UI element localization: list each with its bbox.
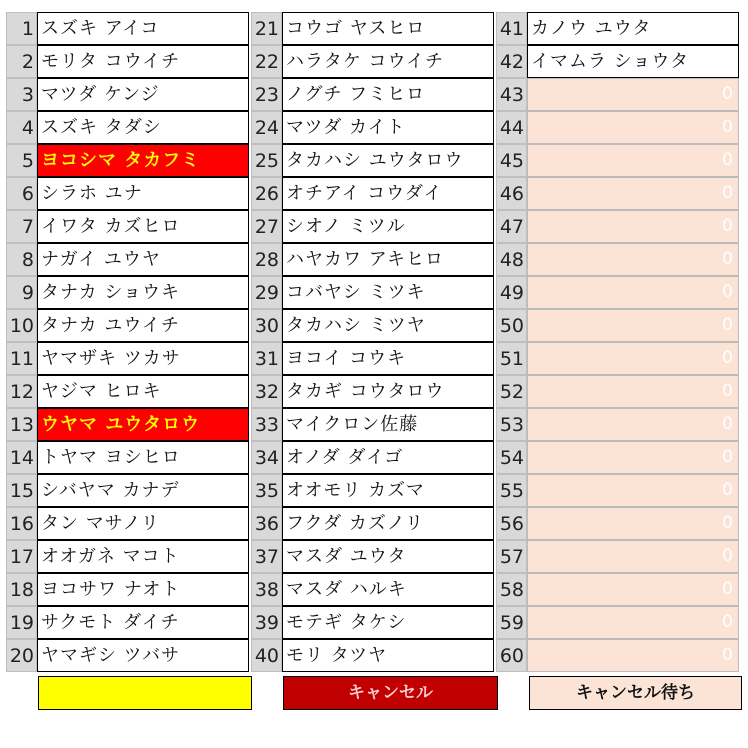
table-row [6, 276, 249, 309]
empty-slot[interactable]: 0 [527, 144, 739, 177]
table-row [496, 540, 739, 573]
row-number: 6 [6, 177, 37, 210]
participant-name[interactable]: オノダ ダイゴ [282, 441, 494, 474]
table-row [6, 12, 249, 45]
row-number: 18 [6, 573, 37, 606]
empty-slot[interactable]: 0 [527, 639, 739, 672]
row-number: 34 [251, 441, 282, 474]
row-number: 28 [251, 243, 282, 276]
table-row [496, 342, 739, 375]
row-number: 44 [496, 111, 527, 144]
table-row [496, 276, 739, 309]
table-row [6, 507, 249, 540]
empty-slot[interactable]: 0 [527, 111, 739, 144]
empty-slot[interactable]: 0 [527, 441, 739, 474]
table-row [251, 45, 494, 78]
participant-name[interactable]: ノグチ フミヒロ [282, 78, 494, 111]
row-number: 55 [496, 474, 527, 507]
empty-slot[interactable]: 0 [527, 507, 739, 540]
table-row [496, 408, 739, 441]
table-row [251, 375, 494, 408]
row-number: 45 [496, 144, 527, 177]
table-row [251, 309, 494, 342]
table-row [251, 573, 494, 606]
participant-name[interactable]: ハラタケ コウイチ [282, 45, 494, 78]
row-number: 5 [6, 144, 37, 177]
table-row [496, 12, 739, 45]
table-row [251, 342, 494, 375]
empty-slot[interactable]: 0 [527, 342, 739, 375]
row-number: 38 [251, 573, 282, 606]
participant-name[interactable]: ヤマザキ ツカサ [37, 342, 249, 375]
participant-name[interactable]: シオノ ミツル [282, 210, 494, 243]
empty-slot[interactable]: 0 [527, 606, 739, 639]
participant-name[interactable]: ヤマギシ ツバサ [37, 639, 249, 672]
row-number: 48 [496, 243, 527, 276]
row-number: 3 [6, 78, 37, 111]
table-row [251, 276, 494, 309]
participant-name[interactable]: ハヤカワ アキヒロ [282, 243, 494, 276]
row-number: 26 [251, 177, 282, 210]
table-row [251, 441, 494, 474]
participant-name[interactable]: オチアイ コウダイ [282, 177, 494, 210]
participant-name[interactable]: タカギ コウタロウ [282, 375, 494, 408]
table-row [251, 12, 494, 45]
participant-name[interactable]: イワタ カズヒロ [37, 210, 249, 243]
table-row [6, 45, 249, 78]
participant-name[interactable]: ウヤマ ユウタロウ [37, 408, 249, 441]
row-number: 53 [496, 408, 527, 441]
table-row [251, 474, 494, 507]
participant-name[interactable]: マスダ ハルキ [282, 573, 494, 606]
table-row [496, 573, 739, 606]
row-number: 36 [251, 507, 282, 540]
participant-name[interactable]: シラホ ユナ [37, 177, 249, 210]
table-row [6, 639, 249, 672]
row-number: 59 [496, 606, 527, 639]
empty-slot[interactable]: 0 [527, 309, 739, 342]
row-number: 16 [6, 507, 37, 540]
row-number: 51 [496, 342, 527, 375]
participant-name[interactable]: タナカ ショウキ [37, 276, 249, 309]
row-number: 35 [251, 474, 282, 507]
participant-name[interactable]: マスダ ユウタ [282, 540, 494, 573]
participant-name[interactable]: シバヤマ カナデ [37, 474, 249, 507]
empty-slot[interactable]: 0 [527, 408, 739, 441]
row-number: 23 [251, 78, 282, 111]
table-row [6, 210, 249, 243]
row-number: 56 [496, 507, 527, 540]
participant-name[interactable]: コバヤシ ミツキ [282, 276, 494, 309]
row-number: 58 [496, 573, 527, 606]
participant-name[interactable]: トヤマ ヨシヒロ [37, 441, 249, 474]
participant-name[interactable]: スズキ アイコ [37, 12, 249, 45]
empty-slot[interactable]: 0 [527, 474, 739, 507]
participant-name[interactable]: オオガネ マコト [37, 540, 249, 573]
row-number: 30 [251, 309, 282, 342]
table-row [496, 639, 739, 672]
row-number: 8 [6, 243, 37, 276]
row-number: 52 [496, 375, 527, 408]
participant-name[interactable]: サクモト ダイチ [37, 606, 249, 639]
participant-name[interactable]: カノウ ユウタ [527, 12, 739, 45]
row-number: 15 [6, 474, 37, 507]
row-number: 31 [251, 342, 282, 375]
table-row [251, 111, 494, 144]
row-number: 60 [496, 639, 527, 672]
participant-name[interactable]: ヨコイ コウキ [282, 342, 494, 375]
table-row [496, 210, 739, 243]
participant-name[interactable]: イマムラ ショウタ [527, 45, 739, 78]
empty-slot[interactable]: 0 [527, 573, 739, 606]
table-row [6, 573, 249, 606]
empty-slot[interactable]: 0 [527, 375, 739, 408]
participant-name[interactable]: マツダ ケンジ [37, 78, 249, 111]
empty-slot[interactable]: 0 [527, 243, 739, 276]
row-number: 42 [496, 45, 527, 78]
table-row [496, 309, 739, 342]
participant-name[interactable]: ヨコシマ タカフミ [37, 144, 249, 177]
table-row [251, 78, 494, 111]
participant-name[interactable]: タカハシ ミツヤ [282, 309, 494, 342]
row-number: 32 [251, 375, 282, 408]
row-number: 13 [6, 408, 37, 441]
row-number: 14 [6, 441, 37, 474]
row-number: 54 [496, 441, 527, 474]
empty-slot[interactable]: 0 [527, 177, 739, 210]
table-row [6, 78, 249, 111]
empty-slot[interactable]: 0 [527, 540, 739, 573]
row-number: 29 [251, 276, 282, 309]
row-number: 27 [251, 210, 282, 243]
participant-name[interactable]: タン マサノリ [37, 507, 249, 540]
table-row [251, 177, 494, 210]
table-row [6, 309, 249, 342]
row-number: 37 [251, 540, 282, 573]
table-row [251, 540, 494, 573]
row-number: 21 [251, 12, 282, 45]
row-number: 11 [6, 342, 37, 375]
row-number: 17 [6, 540, 37, 573]
table-row [496, 606, 739, 639]
table-row [251, 639, 494, 672]
participant-name[interactable]: モリ タツヤ [282, 639, 494, 672]
row-number: 47 [496, 210, 527, 243]
legend [0, 676, 748, 712]
row-number: 9 [6, 276, 37, 309]
participant-name[interactable]: スズキ タダシ [37, 111, 249, 144]
table-row [496, 177, 739, 210]
table-row [251, 408, 494, 441]
empty-slot[interactable]: 0 [527, 210, 739, 243]
row-number: 39 [251, 606, 282, 639]
participant-name[interactable]: モテギ タケシ [282, 606, 494, 639]
table-row [6, 144, 249, 177]
table-row [6, 441, 249, 474]
row-number: 20 [6, 639, 37, 672]
table-row [496, 441, 739, 474]
row-number: 22 [251, 45, 282, 78]
table-row [251, 144, 494, 177]
participant-name[interactable]: タナカ ユウイチ [37, 309, 249, 342]
table-row [6, 474, 249, 507]
legend-waiting: キャンセル待ち [529, 676, 742, 710]
table-row [251, 243, 494, 276]
row-number: 50 [496, 309, 527, 342]
table-row [6, 408, 249, 441]
legend-cancel: キャンセル [283, 676, 498, 710]
participant-name[interactable]: オオモリ カズマ [282, 474, 494, 507]
row-number: 2 [6, 45, 37, 78]
participant-name[interactable]: マツダ カイト [282, 111, 494, 144]
participant-name[interactable]: ヤジマ ヒロキ [37, 375, 249, 408]
row-number: 19 [6, 606, 37, 639]
participant-name[interactable]: マイクロン佐藤 [282, 408, 494, 441]
row-number: 10 [6, 309, 37, 342]
row-number: 25 [251, 144, 282, 177]
row-number: 40 [251, 639, 282, 672]
table-row [6, 243, 249, 276]
row-number: 46 [496, 177, 527, 210]
participant-name[interactable]: タカハシ ユウタロウ [282, 144, 494, 177]
table-row [496, 474, 739, 507]
participant-name[interactable]: モリタ コウイチ [37, 45, 249, 78]
participant-name[interactable]: コウゴ ヤスヒロ [282, 12, 494, 45]
table-row [496, 144, 739, 177]
empty-slot[interactable]: 0 [527, 276, 739, 309]
table-row [6, 606, 249, 639]
empty-slot[interactable]: 0 [527, 78, 739, 111]
row-number: 57 [496, 540, 527, 573]
table-row [496, 375, 739, 408]
row-number: 49 [496, 276, 527, 309]
row-number: 7 [6, 210, 37, 243]
table-row [6, 177, 249, 210]
table-row [496, 507, 739, 540]
row-number: 1 [6, 12, 37, 45]
table-row [251, 606, 494, 639]
row-number: 43 [496, 78, 527, 111]
participant-name[interactable]: ナガイ ユウヤ [37, 243, 249, 276]
table-row [496, 111, 739, 144]
participant-name[interactable]: ヨコサワ ナオト [37, 573, 249, 606]
table-row [6, 111, 249, 144]
table-row [496, 243, 739, 276]
legend-highlight [38, 676, 252, 710]
table-row [496, 45, 739, 78]
participant-name[interactable]: フクダ カズノリ [282, 507, 494, 540]
row-number: 24 [251, 111, 282, 144]
row-number: 12 [6, 375, 37, 408]
table-row [496, 78, 739, 111]
row-number: 41 [496, 12, 527, 45]
table-row [6, 375, 249, 408]
row-number: 4 [6, 111, 37, 144]
table-row [6, 342, 249, 375]
table-row [251, 507, 494, 540]
table-row [6, 540, 249, 573]
table-row [251, 210, 494, 243]
row-number: 33 [251, 408, 282, 441]
